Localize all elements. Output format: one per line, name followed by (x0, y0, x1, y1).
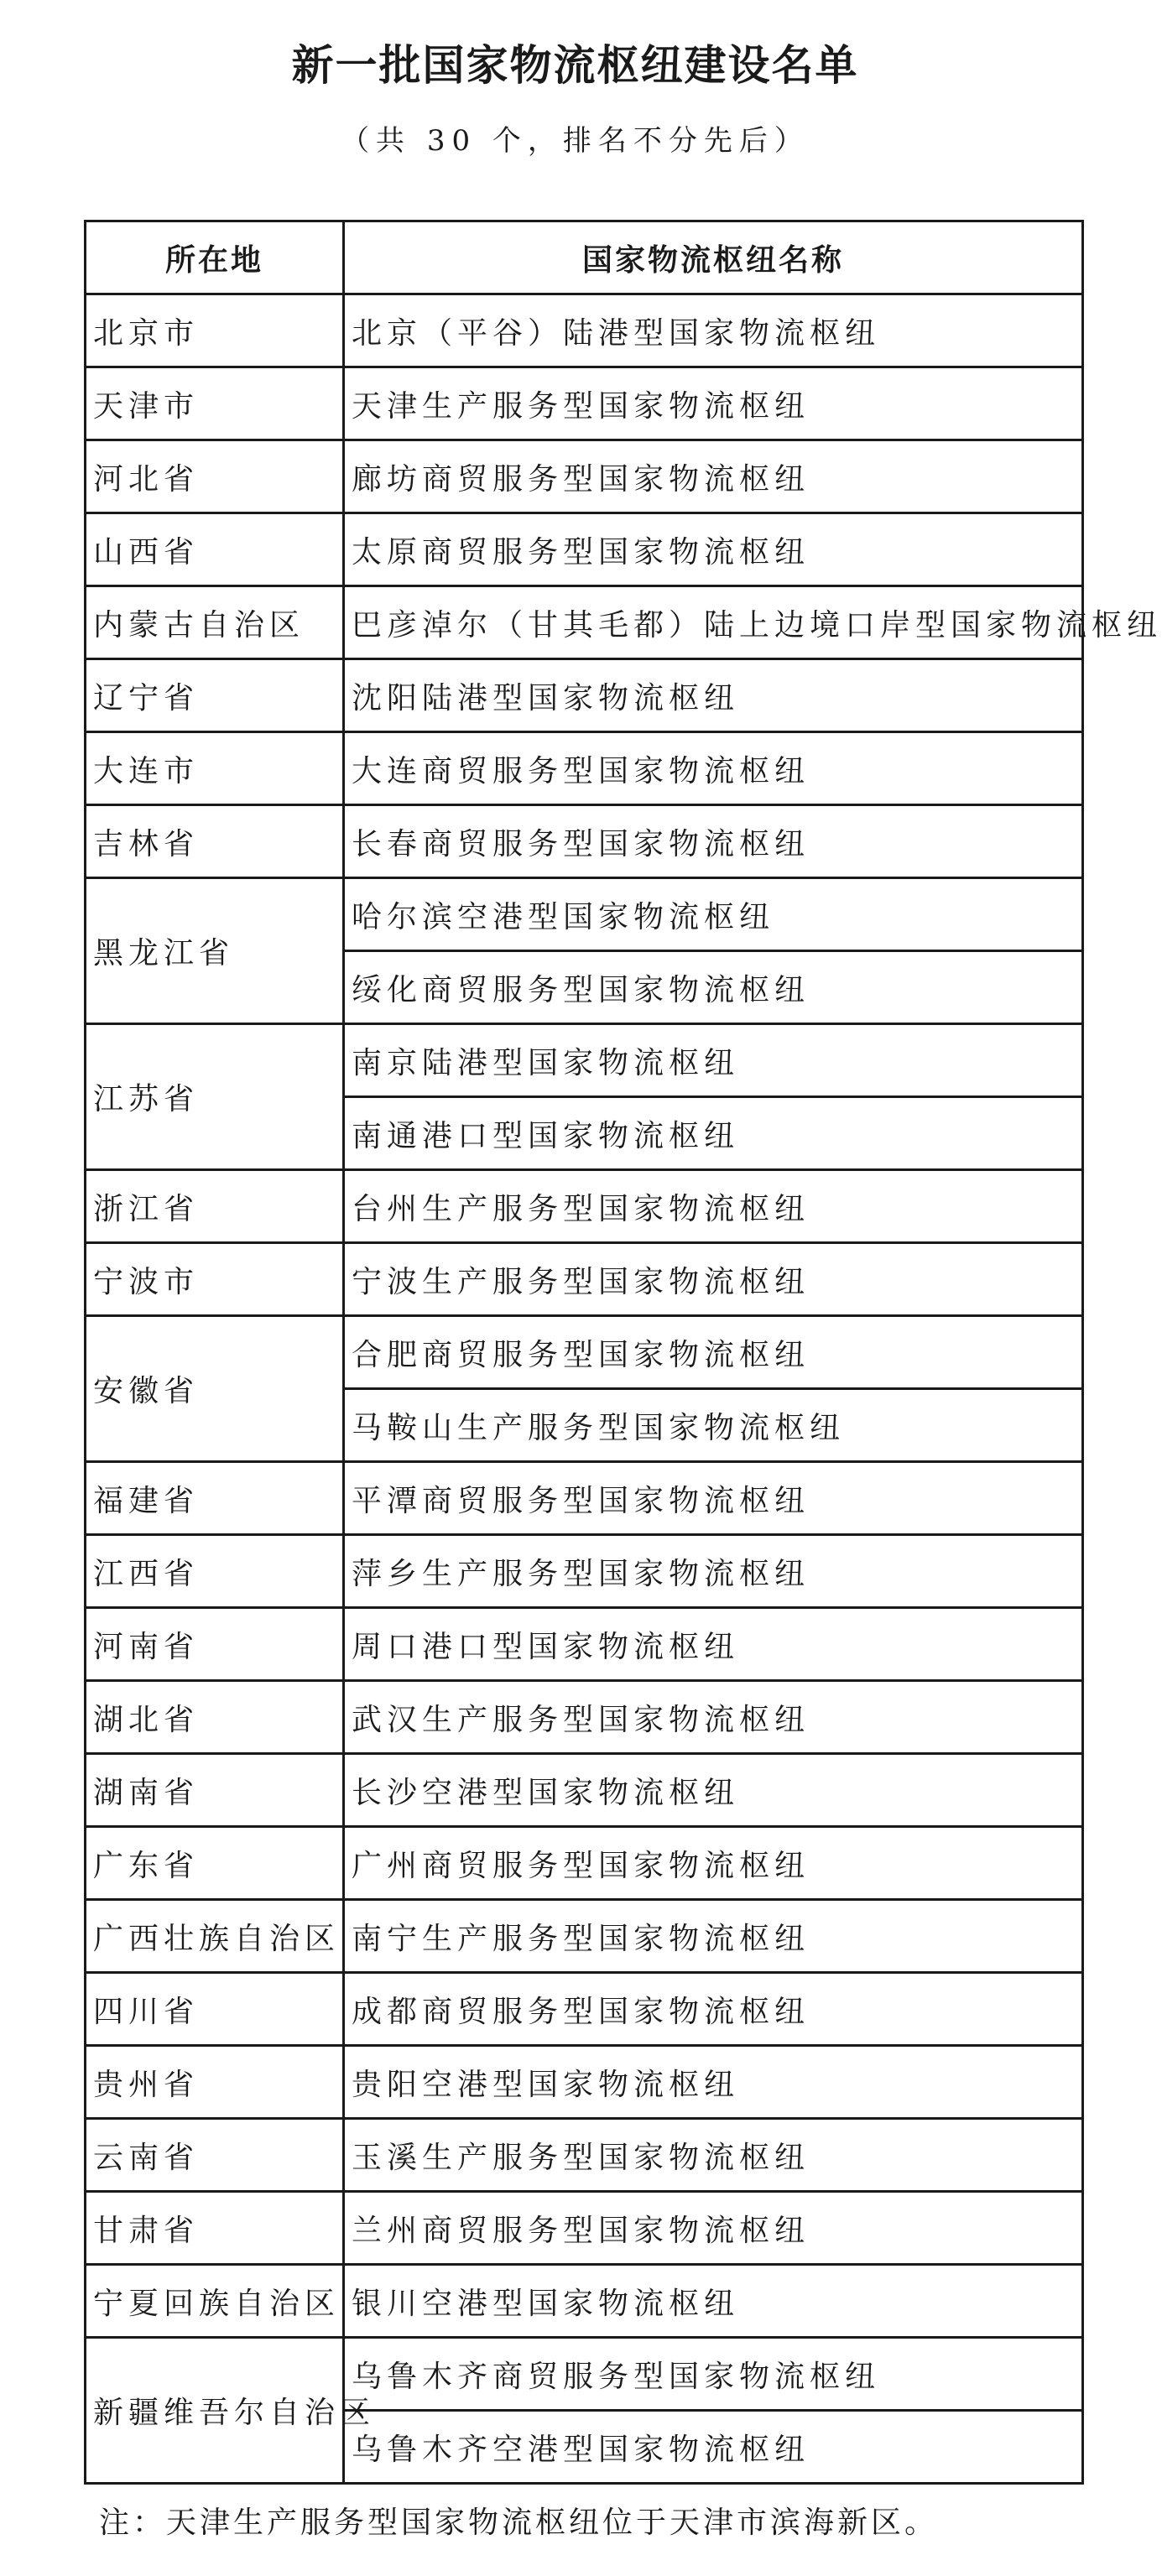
hub-cell: 武汉生产服务型国家物流枢纽 (344, 1681, 1083, 1754)
table-row (86, 1316, 1083, 1389)
table-row (86, 1754, 1083, 1827)
location-cell: 湖北省 (86, 1681, 344, 1754)
table-row (86, 367, 1083, 440)
hub-cell: 银川空港型国家物流枢纽 (344, 2265, 1083, 2338)
location-cell: 安徽省 (86, 1316, 344, 1462)
location-cell: 云南省 (86, 2119, 344, 2192)
hub-cell: 南京陆港型国家物流枢纽 (344, 1024, 1083, 1097)
location-cell: 天津市 (86, 367, 344, 440)
hub-cell: 北京（平谷）陆港型国家物流枢纽 (344, 294, 1083, 367)
table-row (86, 1900, 1083, 1973)
location-cell: 广东省 (86, 1827, 344, 1900)
hub-cell: 马鞍山生产服务型国家物流枢纽 (344, 1389, 1083, 1462)
table-row (86, 2119, 1083, 2192)
hub-cell: 平潭商贸服务型国家物流枢纽 (344, 1462, 1083, 1535)
hub-cell: 南通港口型国家物流枢纽 (344, 1097, 1083, 1170)
location-cell: 福建省 (86, 1462, 344, 1535)
hub-cell: 萍乡生产服务型国家物流枢纽 (344, 1535, 1083, 1608)
location-cell: 江西省 (86, 1535, 344, 1608)
location-cell: 山西省 (86, 513, 344, 586)
table-row (86, 2192, 1083, 2265)
table-row (86, 1170, 1083, 1243)
location-cell: 黑龙江省 (86, 878, 344, 1024)
table-row (86, 1024, 1083, 1097)
location-cell: 四川省 (86, 1973, 344, 2046)
hub-cell: 乌鲁木齐空港型国家物流枢纽 (344, 2411, 1083, 2484)
footnote: 注：天津生产服务型国家物流枢纽位于天津市滨海新区。 (99, 2506, 939, 2540)
table-row (86, 805, 1083, 878)
table-row (86, 2265, 1083, 2338)
location-cell: 贵州省 (86, 2046, 344, 2119)
table-row (86, 2046, 1083, 2119)
table-row (86, 513, 1083, 586)
location-cell: 广西壮族自治区 (86, 1900, 344, 1973)
header-location: 所在地 (86, 221, 344, 294)
hub-cell: 天津生产服务型国家物流枢纽 (344, 367, 1083, 440)
location-cell: 宁夏回族自治区 (86, 2265, 344, 2338)
location-cell: 甘肃省 (86, 2192, 344, 2265)
location-cell: 大连市 (86, 732, 344, 805)
table-row (86, 1243, 1083, 1316)
hub-cell: 南宁生产服务型国家物流枢纽 (344, 1900, 1083, 1973)
location-cell: 北京市 (86, 294, 344, 367)
hub-cell: 玉溪生产服务型国家物流枢纽 (344, 2119, 1083, 2192)
hub-cell: 乌鲁木齐商贸服务型国家物流枢纽 (344, 2338, 1083, 2411)
table-row (86, 586, 1083, 659)
hub-cell: 哈尔滨空港型国家物流枢纽 (344, 878, 1083, 951)
hub-cell: 贵阳空港型国家物流枢纽 (344, 2046, 1083, 2119)
hub-cell: 成都商贸服务型国家物流枢纽 (344, 1973, 1083, 2046)
document-title: 新一批国家物流枢纽建设名单 (291, 41, 859, 90)
table-row (86, 440, 1083, 513)
hub-cell: 台州生产服务型国家物流枢纽 (344, 1170, 1083, 1243)
hub-cell: 大连商贸服务型国家物流枢纽 (344, 732, 1083, 805)
location-cell: 内蒙古自治区 (86, 586, 344, 659)
hub-cell: 绥化商贸服务型国家物流枢纽 (344, 951, 1083, 1024)
table-row (86, 659, 1083, 732)
table-row (86, 1608, 1083, 1681)
table-row (86, 1827, 1083, 1900)
hub-cell: 太原商贸服务型国家物流枢纽 (344, 513, 1083, 586)
hub-cell: 长春商贸服务型国家物流枢纽 (344, 805, 1083, 878)
table-row (86, 1535, 1083, 1608)
hub-cell: 广州商贸服务型国家物流枢纽 (344, 1827, 1083, 1900)
table-row (86, 1973, 1083, 2046)
table-row (86, 2338, 1083, 2411)
location-cell: 吉林省 (86, 805, 344, 878)
location-cell: 宁波市 (86, 1243, 344, 1316)
table-row (86, 1681, 1083, 1754)
hub-cell: 宁波生产服务型国家物流枢纽 (344, 1243, 1083, 1316)
logistics-hub-table (84, 220, 1162, 2485)
table-row (86, 732, 1083, 805)
hub-cell: 周口港口型国家物流枢纽 (344, 1608, 1083, 1681)
location-cell: 湖南省 (86, 1754, 344, 1827)
table-row (86, 878, 1083, 951)
hub-cell: 兰州商贸服务型国家物流枢纽 (344, 2192, 1083, 2265)
header-hub-name: 国家物流枢纽名称 (344, 221, 1083, 294)
location-cell: 河南省 (86, 1608, 344, 1681)
table-row (86, 294, 1083, 367)
hub-cell: 沈阳陆港型国家物流枢纽 (344, 659, 1083, 732)
location-cell: 新疆维吾尔自治区 (86, 2338, 344, 2484)
hub-cell: 长沙空港型国家物流枢纽 (344, 1754, 1083, 1827)
hub-cell: 合肥商贸服务型国家物流枢纽 (344, 1316, 1083, 1389)
hub-cell: 廊坊商贸服务型国家物流枢纽 (344, 440, 1083, 513)
table-row (86, 1462, 1083, 1535)
location-cell: 江苏省 (86, 1024, 344, 1170)
location-cell: 浙江省 (86, 1170, 344, 1243)
document-subtitle: （共 30 个，排名不分先后） (341, 124, 810, 158)
location-cell: 辽宁省 (86, 659, 344, 732)
table-header-row (86, 221, 1083, 294)
location-cell: 河北省 (86, 440, 344, 513)
hub-cell: 巴彦淖尔（甘其毛都）陆上边境口岸型国家物流枢纽 (344, 586, 1083, 659)
